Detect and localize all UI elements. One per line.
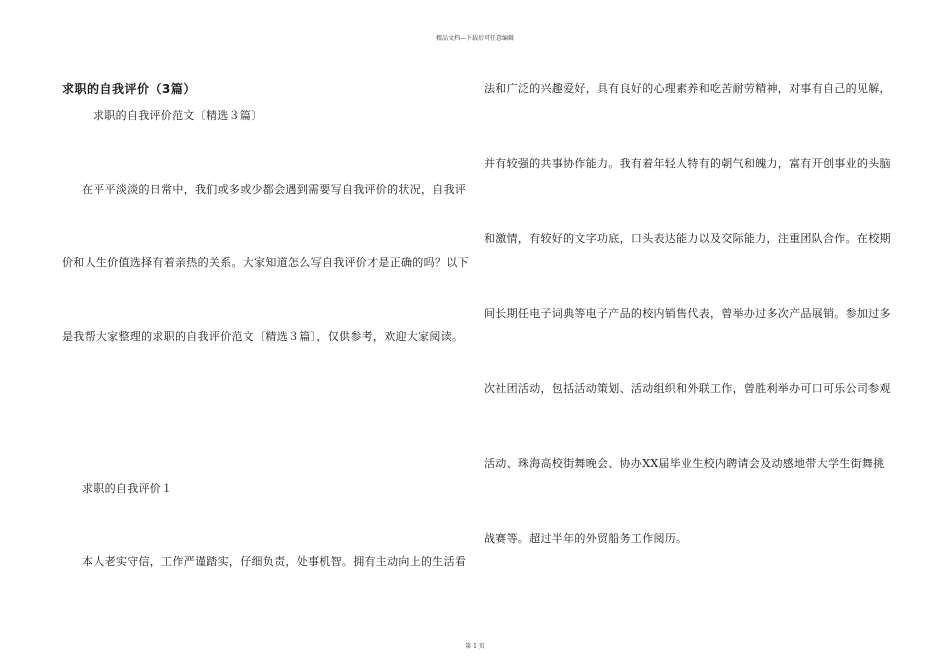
- document-title: 求职的自我评价（3篇）: [62, 82, 196, 96]
- body-line: 战赛等。超过半年的外贸船务工作阅历。: [484, 532, 688, 545]
- document-subtitle: 求职的自我评价范文〔精选３篇〕: [93, 109, 263, 122]
- body-line: 并有较强的共事协作能力。我有着年轻人特有的朝气和魄力，富有开创事业的头脑: [484, 157, 891, 170]
- intro-line: 在平平淡淡的日常中，我们或多或少都会遇到需要写自我评价的状况，自我评: [82, 183, 467, 196]
- body-line: 和激情，有较好的文字功底，口头表达能力以及交际能力，注重团队合作。在校期: [484, 232, 891, 245]
- page-header: 精品文档---下载后可任意编辑: [435, 35, 515, 42]
- body-line: 次社团活动，包括活动策划、活动组织和外联工作，曾胜利举办可口可乐公司参观: [484, 382, 891, 395]
- body-line: 法和广泛的兴趣爱好，具有良好的心理素养和吃苦耐劳精神，对事有自己的见解，: [484, 82, 891, 95]
- section-heading: 求职的自我评价１: [82, 482, 173, 495]
- body-line: 本人老实守信，工作严谨踏实，仔细负责，处事机智。拥有主动向上的生活看: [82, 555, 467, 568]
- page-number: 第 1 页: [465, 643, 485, 650]
- intro-line: 是我帮大家整理的求职的自我评价范文〔精选３篇〕，仅供参考，欢迎大家阅读。: [62, 330, 464, 343]
- intro-line: 价和人生价值选择有着亲热的关系。大家知道怎么写自我评价才是正确的吗？以下: [62, 256, 469, 269]
- body-line: 活动、珠海高校街舞晚会、协办XX届毕业生校内聘请会及动感地带大学生街舞挑: [484, 457, 885, 470]
- body-line: 间长期任电子词典等电子产品的校内销售代表，曾举办过多次产品展销。参加过多: [484, 307, 891, 320]
